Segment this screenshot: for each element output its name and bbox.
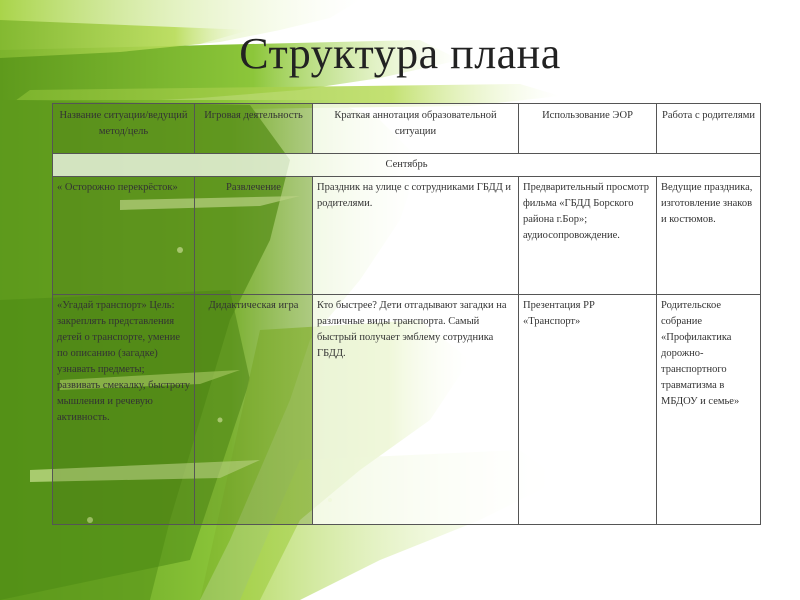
header-cell-game-activity: Игровая деятельность (195, 104, 313, 154)
cell-situation: « Осторожно перекрёсток» (53, 177, 195, 295)
month-label: Сентябрь (53, 154, 761, 177)
cell-annotation: Кто быстрее? Дети отгадывают загадки на различные виды транспорта. Самый быстрый получает эмблему сотрудника ГБДД. (313, 295, 519, 525)
table-row (53, 177, 761, 295)
cell-game-activity: Развлечение (195, 177, 313, 295)
cell-situation: «Угадай транспорт» Цель: закреплять представления детей о транспорте, умение по описанию (загадке) узнавать предметы; развивать смекалку, быстроту мышления и речевую активность. (53, 295, 195, 525)
cell-game-activity: Дидактическая игра (195, 295, 313, 525)
header-cell-annotation: Краткая аннотация образовательной ситуации (313, 104, 519, 154)
table-row (53, 295, 761, 525)
table-header-row (53, 104, 761, 154)
header-cell-situation: Название ситуации/ведущий метод/цель (53, 104, 195, 154)
plan-table (52, 103, 761, 525)
month-row (53, 154, 761, 177)
cell-annotation: Праздник на улице с сотрудниками ГБДД и родителями. (313, 177, 519, 295)
header-cell-eor: Использование ЭОР (519, 104, 657, 154)
cell-eor: Презентация РР «Транспорт» (519, 295, 657, 525)
slide-title: Структура плана (239, 29, 561, 78)
cell-eor: Предварительный просмотр фильма «ГБДД Борского района г.Бор»; аудиосопровождение. (519, 177, 657, 295)
header-cell-parents: Работа с родителями (657, 104, 761, 154)
cell-parents: Ведущие праздника, изготовление знаков и костюмов. (657, 177, 761, 295)
cell-parents: Родительское собрание «Профилактика дорожно-транспортного травматизма в МБДОУ и семье» (657, 295, 761, 525)
